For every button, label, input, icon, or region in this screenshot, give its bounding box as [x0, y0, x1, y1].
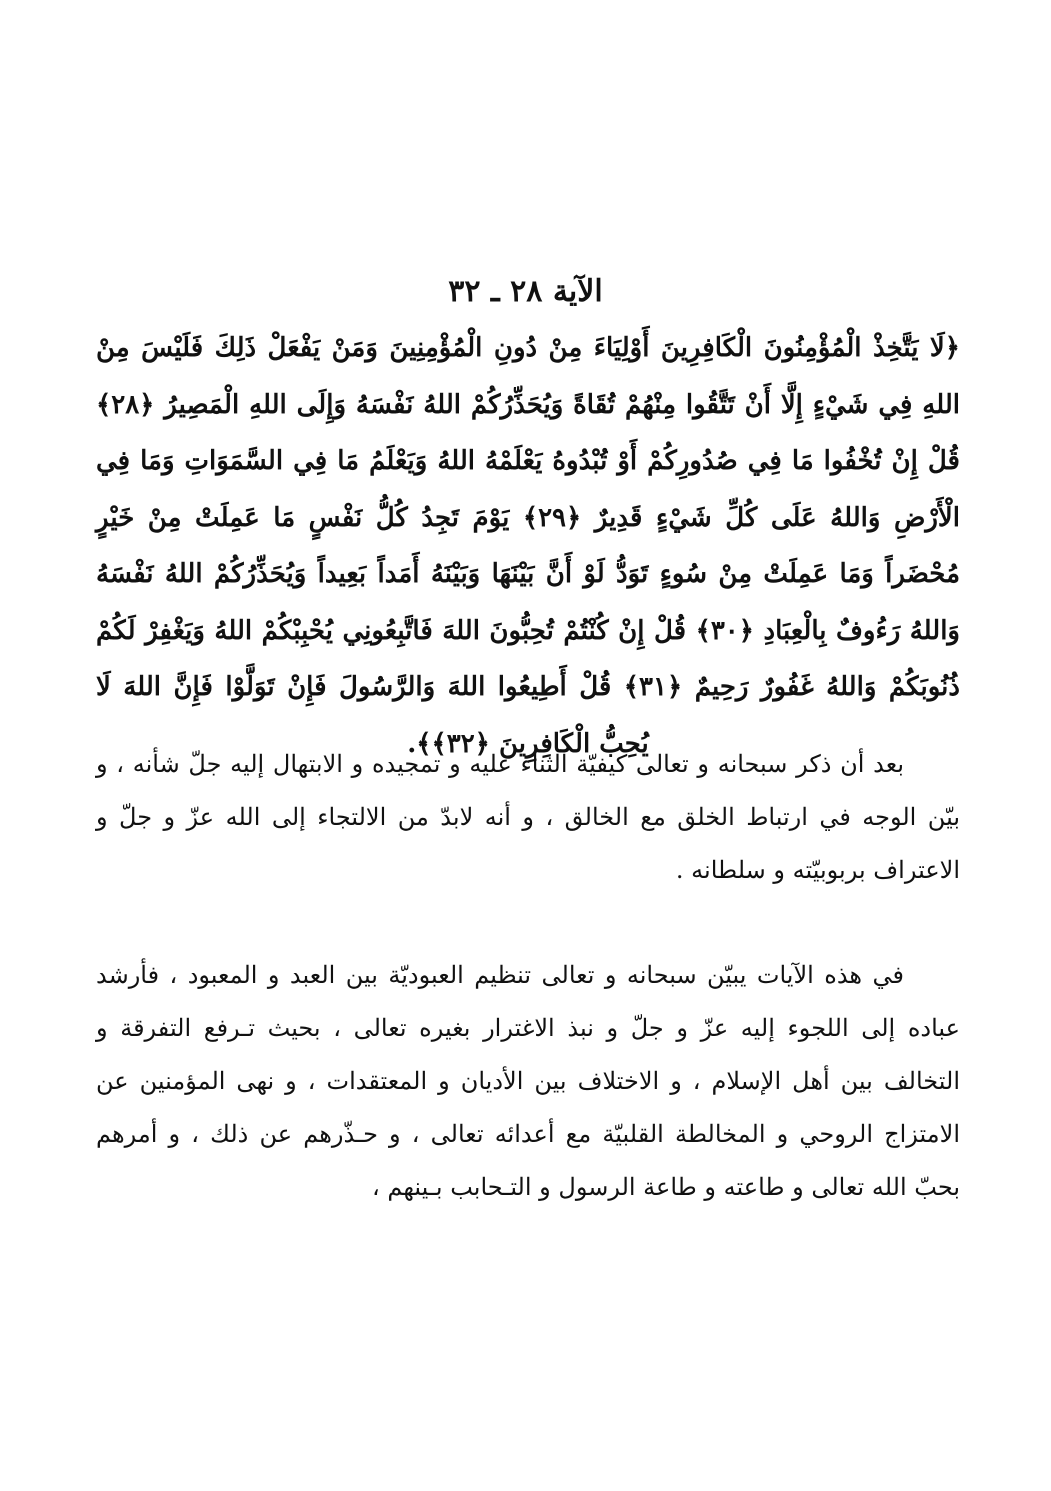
- section-heading: الآية ٢٨ ـ ٣٢: [448, 274, 603, 309]
- commentary-paragraph-1-text: بعد أن ذكر سبحانه و تعالى كيفيّة الثناء عليه و تمجيده و الابتهال إليه جلّ شأنه ، و بيّن الوجه في ارتباط الخلق مع الخالق ، و أنه لابدّ من الالتجاء إلى الله عزّ و جلّ و الاعتراف بربوبيّته و سلطانه .: [96, 750, 960, 884]
- commentary-paragraph-1: [96, 738, 960, 897]
- commentary-paragraph-2-text: في هذه الآيات يبيّن سبحانه و تعالى تنظيم العبوديّة بين العبد و المعبود ، فأرشد عباده إلى اللجوء إليه عزّ و جلّ و نبذ الاغترار بغيره تعالى ، بحيث تـرفع التفرقة و التخالف بين أهل الإسلام ، و الاختلاف بين الأديان و المعتقدات ، و نهى المؤمنين عن الامتزاج الروحي و المخالطة القلبيّة مع أعدائه تعالى ، و حـذّرهم عن ذلك ، و أمرهم بحبّ الله تعالى و طاعته و طاعة الرسول و التـحابب بـينهم ،: [96, 961, 961, 1201]
- commentary-paragraph-2: [96, 949, 960, 1214]
- quran-verses-block: ﴿لَا يَتَّخِذْ الْمُؤْمِنُونَ الْكَافِرِينَ أَوْلِيَاءَ مِنْ دُونِ الْمُؤْمِنِينَ وَمَنْ يَفْعَلْ ذَلِكَ فَلَيْسَ مِنْ اللهِ فِي شَيْءٍ إِلَّا أَنْ تَتَّقُوا مِنْهُمْ تُقَاةً وَيُحَذِّرُكُمْ اللهُ نَفْسَهُ وَإِلَى اللهِ الْمَصِيرُ ﴿٢٨﴾ قُلْ إِنْ تُخْفُوا مَا فِي صُدُورِكُمْ أَوْ تُبْدُوهُ يَعْلَمْهُ اللهُ وَيَعْلَمُ مَا فِي السَّمَوَاتِ وَمَا فِي الْأَرْضِ وَاللهُ عَلَى كُلِّ شَيْءٍ قَدِيرٌ ﴿٢٩﴾ يَوْمَ تَجِدُ كُلُّ نَفْسٍ مَا عَمِلَتْ مِنْ خَيْرٍ مُحْضَراً وَمَا عَمِلَتْ مِنْ سُوءٍ تَوَدُّ لَوْ أَنَّ بَيْنَهَا وَبَيْنَهُ أَمَداً بَعِيداً وَيُحَذِّرُكُمْ اللهُ نَفْسَهُ وَاللهُ رَءُوفٌ بِالْعِبَادِ ﴿٣٠﴾ قُلْ إِنْ كُنْتُمْ تُحِبُّونَ اللهَ فَاتَّبِعُونِي يُحْبِبْكُمْ اللهُ وَيَغْفِرْ لَكُمْ ذُنُوبَكُمْ وَاللهُ غَفُورٌ رَحِيمٌ ﴿٣١﴾ قُلْ أَطِيعُوا اللهَ وَالرَّسُولَ فَإِنْ تَوَلَّوْا فَإِنَّ اللهَ لَا يُحِبُّ الْكَافِرِينَ ﴿٣٢﴾﴾.: [96, 333, 961, 759]
